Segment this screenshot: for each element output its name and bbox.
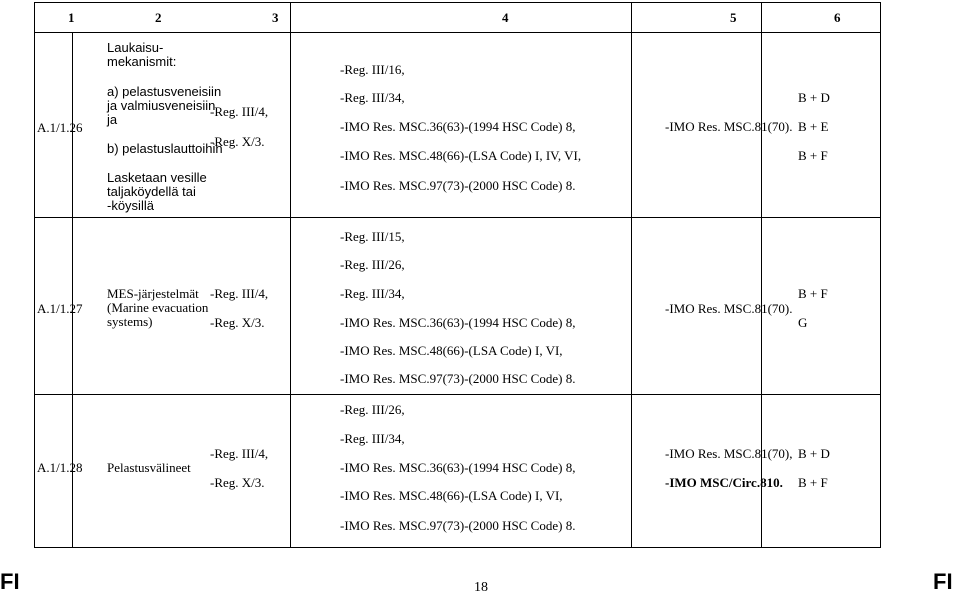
module-code: B + F <box>798 148 828 163</box>
standard-ref: -Reg. III/16, <box>340 62 405 77</box>
standard-ref: -Reg. III/26, <box>340 402 405 417</box>
column-header-6: 6 <box>834 10 841 25</box>
item-text: a) pelastusveneisiin <box>107 84 222 99</box>
standard-ref: -IMO Res. MSC.36(63)-(1994 HSC Code) 8, <box>340 460 576 475</box>
module-code: B + D <box>798 90 830 105</box>
standard-ref: -Reg. III/26, <box>340 257 405 272</box>
standard-ref: -IMO Res. MSC.48(66)-(LSA Code) I, IV, VI, <box>340 148 582 163</box>
row-divider <box>34 394 881 395</box>
module-code: B + F <box>798 475 828 490</box>
regulation-ref: -Reg. III/4, <box>210 104 269 119</box>
regulation-ref: -Reg. X/3. <box>210 315 265 330</box>
item-text: ja valmiusveneisiin <box>107 98 216 113</box>
item-text: (Marine evacuation <box>107 300 209 315</box>
header-divider <box>34 32 881 33</box>
row-code: A.1/1.28 <box>37 460 83 475</box>
column-header-2: 2 <box>155 10 162 25</box>
regulation-ref: -Reg. III/4, <box>210 446 269 461</box>
item-text: taljaköydellä tai <box>107 184 196 199</box>
module-code: B + E <box>798 119 829 134</box>
column-divider <box>290 2 291 548</box>
standard-ref: -IMO Res. MSC.97(73)-(2000 HSC Code) 8. <box>340 518 576 533</box>
table-border-right <box>880 2 881 548</box>
reference-note: -IMO Res. MSC.81(70). <box>665 301 793 316</box>
standard-ref: -IMO Res. MSC.97(73)-(2000 HSC Code) 8. <box>340 371 576 386</box>
module-code: B + D <box>798 446 830 461</box>
item-text: -köysillä <box>107 198 154 213</box>
reference-note: -IMO Res. MSC.81(70). <box>665 119 793 134</box>
standard-ref: -Reg. III/34, <box>340 286 405 301</box>
footer-language-right: FI <box>933 569 953 594</box>
item-text: Laukaisu- <box>107 40 164 55</box>
reference-note: -IMO MSC/Circ.810. <box>665 475 783 490</box>
column-header-1: 1 <box>68 10 75 25</box>
standard-ref: -IMO Res. MSC.36(63)-(1994 HSC Code) 8, <box>340 119 576 134</box>
item-text: Pelastusvälineet <box>107 460 191 475</box>
item-text: b) pelastuslauttoihin <box>107 141 223 156</box>
column-header-3: 3 <box>272 10 279 25</box>
footer-language-left: FI <box>0 569 20 594</box>
standard-ref: -Reg. III/34, <box>340 431 405 446</box>
item-text: ja <box>107 112 118 127</box>
page-number: 18 <box>474 580 488 595</box>
item-text: MES-järjestelmät <box>107 286 199 301</box>
regulation-ref: -Reg. III/4, <box>210 286 269 301</box>
table-border-bottom <box>34 547 881 548</box>
standard-ref: -IMO Res. MSC.48(66)-(LSA Code) I, VI, <box>340 488 563 503</box>
table-border-top <box>34 2 881 3</box>
regulation-ref: -Reg. X/3. <box>210 134 265 149</box>
standard-ref: -IMO Res. MSC.48(66)-(LSA Code) I, VI, <box>340 343 563 358</box>
column-header-4: 4 <box>502 10 509 25</box>
column-divider <box>761 2 762 548</box>
row-divider <box>34 217 881 218</box>
standard-ref: -IMO Res. MSC.97(73)-(2000 HSC Code) 8. <box>340 178 576 193</box>
reference-note: -IMO Res. MSC.81(70), <box>665 446 793 461</box>
column-header-5: 5 <box>730 10 737 25</box>
module-code: G <box>798 315 808 330</box>
item-text: systems) <box>107 314 153 329</box>
row-code: A.1/1.26 <box>37 120 83 135</box>
standard-ref: -Reg. III/15, <box>340 229 405 244</box>
table-border-left <box>34 2 35 548</box>
item-text: mekanismit: <box>107 54 177 69</box>
regulation-ref: -Reg. X/3. <box>210 475 265 490</box>
column-divider <box>631 2 632 548</box>
row-code: A.1/1.27 <box>37 301 83 316</box>
standard-ref: -IMO Res. MSC.36(63)-(1994 HSC Code) 8, <box>340 315 576 330</box>
standard-ref: -Reg. III/34, <box>340 90 405 105</box>
module-code: B + F <box>798 286 828 301</box>
item-text: Lasketaan vesille <box>107 170 207 185</box>
